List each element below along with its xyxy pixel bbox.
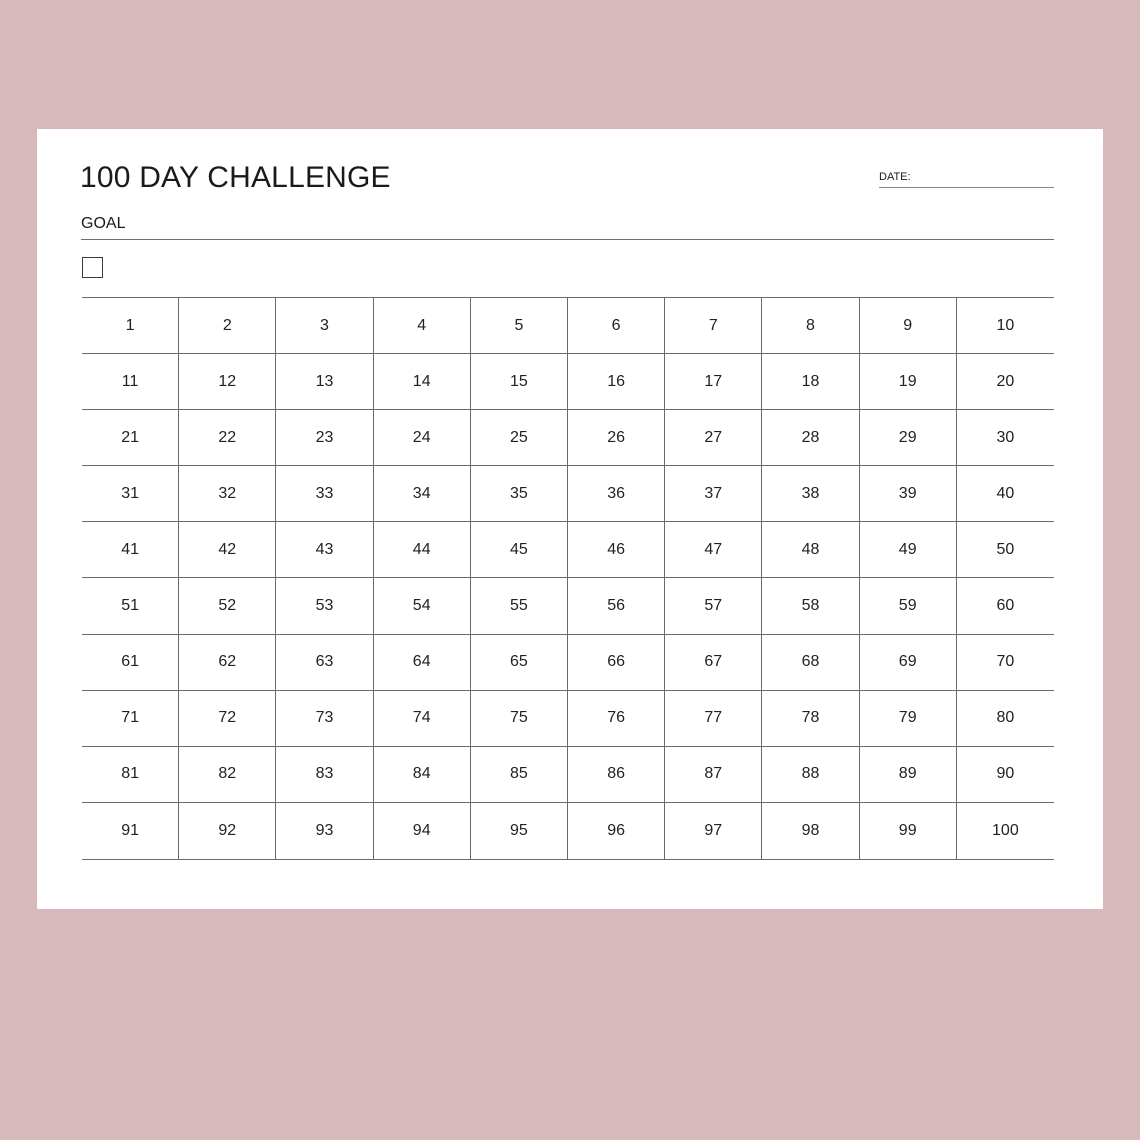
day-cell[interactable]: 75 (471, 691, 568, 747)
day-cell[interactable]: 64 (374, 635, 471, 691)
day-cell[interactable]: 18 (762, 354, 859, 410)
day-cell[interactable]: 98 (762, 803, 859, 859)
day-cell[interactable]: 9 (860, 298, 957, 354)
day-cell[interactable]: 49 (860, 522, 957, 578)
day-cell[interactable]: 86 (568, 747, 665, 803)
day-cell[interactable]: 4 (374, 298, 471, 354)
day-cell[interactable]: 99 (860, 803, 957, 859)
day-cell[interactable]: 1 (82, 298, 179, 354)
day-cell[interactable]: 84 (374, 747, 471, 803)
date-label: DATE: (879, 171, 911, 183)
day-cell[interactable]: 85 (471, 747, 568, 803)
day-cell[interactable]: 77 (665, 691, 762, 747)
day-cell[interactable]: 93 (276, 803, 373, 859)
page-title: 100 DAY CHALLENGE (80, 161, 391, 194)
day-cell[interactable]: 44 (374, 522, 471, 578)
day-cell[interactable]: 39 (860, 466, 957, 522)
day-cell[interactable]: 24 (374, 410, 471, 466)
day-cell[interactable]: 41 (82, 522, 179, 578)
day-cell[interactable]: 27 (665, 410, 762, 466)
day-cell[interactable]: 76 (568, 691, 665, 747)
day-cell[interactable]: 58 (762, 578, 859, 634)
day-cell[interactable]: 63 (276, 635, 373, 691)
day-cell[interactable]: 46 (568, 522, 665, 578)
day-cell[interactable]: 59 (860, 578, 957, 634)
day-cell[interactable]: 97 (665, 803, 762, 859)
day-cell[interactable]: 82 (179, 747, 276, 803)
day-cell[interactable]: 38 (762, 466, 859, 522)
day-cell[interactable]: 25 (471, 410, 568, 466)
day-cell[interactable]: 80 (957, 691, 1054, 747)
day-cell[interactable]: 7 (665, 298, 762, 354)
day-cell[interactable]: 67 (665, 635, 762, 691)
date-line (879, 187, 1054, 188)
day-cell[interactable]: 53 (276, 578, 373, 634)
date-field[interactable] (879, 172, 1054, 188)
day-cell[interactable]: 33 (276, 466, 373, 522)
day-cell[interactable]: 29 (860, 410, 957, 466)
day-cell[interactable]: 20 (957, 354, 1054, 410)
day-cell[interactable]: 100 (992, 821, 1019, 839)
day-cell[interactable]: 88 (762, 747, 859, 803)
day-cell[interactable]: 52 (179, 578, 276, 634)
day-cell[interactable]: 83 (276, 747, 373, 803)
day-cell[interactable]: 42 (179, 522, 276, 578)
day-cell[interactable]: 65 (471, 635, 568, 691)
day-cell[interactable]: 3 (276, 298, 373, 354)
day-cell[interactable]: 91 (82, 803, 179, 859)
day-cell[interactable]: 54 (374, 578, 471, 634)
day-cell[interactable]: 30 (957, 410, 1054, 466)
day-cell[interactable]: 45 (471, 522, 568, 578)
day-cell[interactable]: 90 (957, 747, 1054, 803)
day-cell[interactable]: 34 (374, 466, 471, 522)
day-cell[interactable]: 19 (860, 354, 957, 410)
day-cell[interactable]: 35 (471, 466, 568, 522)
day-cell[interactable]: 68 (762, 635, 859, 691)
day-cell[interactable]: 94 (374, 803, 471, 859)
day-cell[interactable]: 43 (276, 522, 373, 578)
day-cell[interactable]: 16 (568, 354, 665, 410)
day-cell[interactable]: 40 (957, 466, 1054, 522)
day-cell[interactable]: 50 (957, 522, 1054, 578)
day-cell[interactable]: 95 (471, 803, 568, 859)
day-cell[interactable]: 8 (762, 298, 859, 354)
day-cell[interactable]: 47 (665, 522, 762, 578)
day-cell[interactable]: 31 (82, 466, 179, 522)
day-cell[interactable]: 92 (179, 803, 276, 859)
day-cell[interactable]: 57 (665, 578, 762, 634)
day-cell[interactable]: 55 (471, 578, 568, 634)
day-cell[interactable]: 66 (568, 635, 665, 691)
goal-label: GOAL (81, 215, 126, 232)
day-cell[interactable]: 13 (276, 354, 373, 410)
day-cell[interactable]: 87 (665, 747, 762, 803)
day-cell[interactable]: 15 (471, 354, 568, 410)
day-cell[interactable]: 89 (860, 747, 957, 803)
day-grid (82, 297, 1054, 860)
day-cell[interactable]: 81 (82, 747, 179, 803)
day-cell[interactable]: 61 (82, 635, 179, 691)
day-cell[interactable]: 56 (568, 578, 665, 634)
day-cell[interactable]: 5 (471, 298, 568, 354)
day-cell[interactable]: 17 (665, 354, 762, 410)
day-cell[interactable]: 14 (374, 354, 471, 410)
day-cell[interactable]: 72 (179, 691, 276, 747)
day-cell[interactable]: 22 (179, 410, 276, 466)
goal-line[interactable] (81, 239, 1054, 240)
day-cell[interactable]: 69 (860, 635, 957, 691)
day-cell[interactable]: 78 (762, 691, 859, 747)
day-cell[interactable]: 2 (179, 298, 276, 354)
day-cell[interactable]: 28 (762, 410, 859, 466)
day-cell[interactable]: 10 (957, 298, 1054, 354)
day-cell[interactable]: 21 (82, 410, 179, 466)
day-cell[interactable]: 48 (762, 522, 859, 578)
day-cell[interactable]: 96 (568, 803, 665, 859)
day-cell[interactable]: 26 (568, 410, 665, 466)
day-cell[interactable]: 23 (276, 410, 373, 466)
day-cell[interactable]: 60 (957, 578, 1054, 634)
day-cell[interactable]: 6 (568, 298, 665, 354)
day-cell[interactable]: 51 (82, 578, 179, 634)
challenge-sheet (37, 129, 1103, 909)
goal-checkbox[interactable] (82, 257, 103, 278)
day-cell[interactable]: 12 (179, 354, 276, 410)
day-cell[interactable]: 73 (276, 691, 373, 747)
day-cell[interactable]: 74 (374, 691, 471, 747)
day-cell[interactable]: 37 (665, 466, 762, 522)
day-cell[interactable]: 71 (82, 691, 179, 747)
day-cell[interactable]: 36 (568, 466, 665, 522)
day-cell[interactable]: 62 (179, 635, 276, 691)
day-cell[interactable]: 70 (957, 635, 1054, 691)
day-cell[interactable]: 32 (179, 466, 276, 522)
day-cell[interactable]: 79 (860, 691, 957, 747)
day-cell[interactable]: 11 (82, 354, 179, 410)
